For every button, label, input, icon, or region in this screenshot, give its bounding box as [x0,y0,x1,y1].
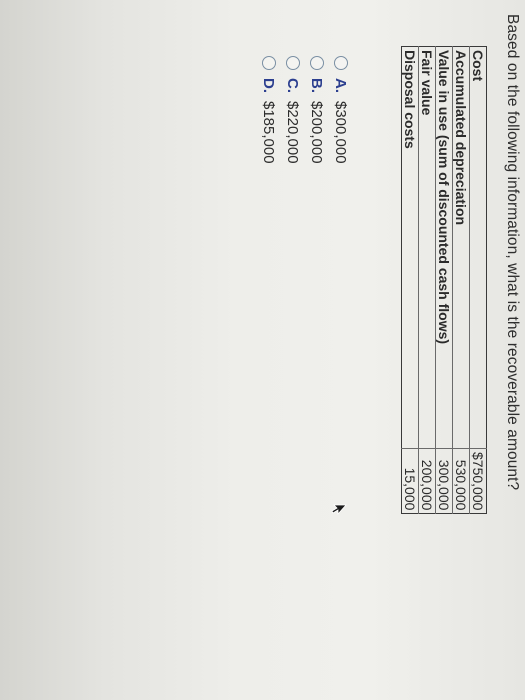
option-letter: D. [260,78,278,93]
option-letter: C. [284,78,302,93]
option-a[interactable] [329,56,353,164]
option-letter: B. [308,78,326,93]
option-text: $185,000 [260,101,278,164]
answer-options [257,56,353,164]
row-value: 300,000 [436,449,453,514]
row-value: 15,000 [402,467,418,511]
option-b[interactable] [305,56,329,164]
row-value: 530,000 [453,449,470,514]
table-row [436,47,453,514]
information-table [401,46,487,514]
row-value: 200,000 [419,449,436,514]
radio-button[interactable] [310,56,324,70]
option-text: $220,000 [284,101,302,164]
row-label: Cost [470,47,487,449]
option-text: $200,000 [308,101,326,164]
table-row [419,47,436,514]
radio-button[interactable] [334,56,348,70]
mouse-pointer-icon [331,503,347,519]
question-text: Based on the following information, what is the recoverable amount? [504,14,521,491]
table-row [470,47,487,514]
option-c[interactable] [281,56,305,164]
option-letter: A. [332,78,350,93]
radio-button[interactable] [262,56,276,70]
row-label: Accumulated depreciation [453,47,470,449]
table-row [402,47,419,514]
row-label: Value in use (sum of discounted cash flows) [436,47,453,449]
row-label: Fair value [419,47,436,449]
option-d[interactable] [257,56,281,164]
option-text: $300,000 [332,101,350,164]
row-label: Disposal costs [402,47,419,449]
radio-button[interactable] [286,56,300,70]
row-value: $750,000 [470,449,487,514]
table-row [453,47,470,514]
